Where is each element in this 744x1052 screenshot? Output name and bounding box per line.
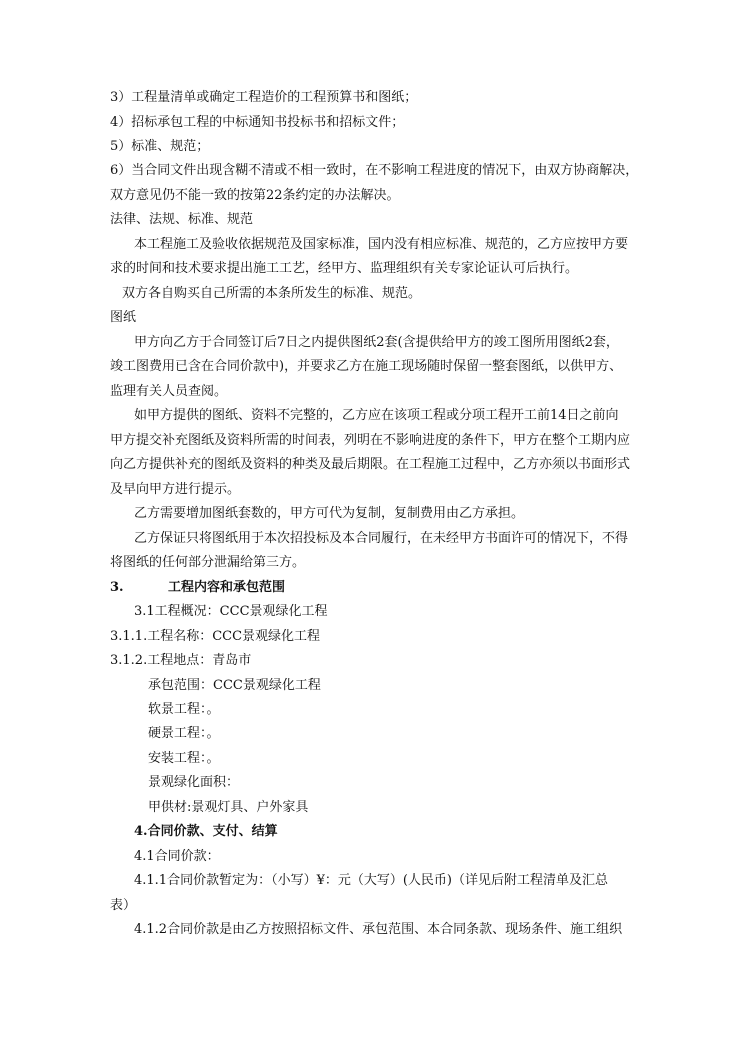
paragraph-line: 乙方需要增加图纸套数的，甲方可代为复制，复制费用由乙方承担。: [134, 506, 525, 521]
paragraph-line: 本工程施工及验收依据规范及国家标准，国内没有相应标准、规范的，乙方应按甲方要: [134, 237, 629, 252]
section-heading-price: 4.合同价款、支付、结算: [134, 824, 278, 839]
section-heading-laws: 法律、法规、标准、规范: [110, 212, 254, 227]
section-heading-drawings: 图纸: [110, 310, 137, 325]
scope-item: 承包范围：CCC景观绿化工程: [148, 678, 321, 693]
paragraph-line: 4.1.1合同价款暂定为：（小写）¥：元（大写）(人民币)（详见后附工程清单及汇总: [134, 873, 608, 888]
paragraph-line: 及早向甲方进行提示。: [110, 482, 241, 497]
scope-item: 硬景工程：。: [148, 726, 220, 741]
paragraph-line: 乙方保证只将图纸用于本次招投标及本合同履行，在未经甲方书面许可的情况下，不得: [134, 531, 629, 546]
subsection-line: 3.1工程概况：CCC景观绿化工程: [134, 604, 328, 619]
scope-item: 甲供材:景观灯具、户外家具: [148, 800, 309, 815]
clause-item-3: 3）工程量清单或确定工程造价的工程预算书和图纸；: [110, 90, 418, 105]
paragraph-line: 求的时间和技术要求提出施工工艺，经甲方、监理组织有关专家论证认可后执行。: [110, 261, 579, 276]
paragraph-line: 竣工图费用已含在合同价款中)，并要求乙方在施工现场随时保留一整套图纸，以供甲方、: [110, 359, 623, 374]
subsection-line: 4.1合同价款：: [134, 849, 220, 864]
subsection-line: 3.1.2.工程地点：青岛市: [110, 653, 252, 668]
paragraph-line: 表）: [110, 898, 137, 913]
paragraph-line: 向乙方提供补充的图纸及资料的种类及最后期限。在工程施工过程中，乙方亦须以书面形式: [110, 457, 631, 472]
scope-item: 安装工程：。: [148, 751, 220, 766]
paragraph-line: 将图纸的任何部分泄漏给第三方。: [110, 555, 306, 570]
paragraph-line: 4.1.2合同价款是由乙方按照招标文件、承包范围、本合同条款、现场条件、施工组织: [134, 922, 623, 937]
clause-item-6: 6）当合同文件出现含糊不清或不相一致时，在不影响工程进度的情况下，由双方协商解决，: [110, 163, 639, 178]
section-number-3: 3.: [110, 580, 124, 595]
clause-item-5: 5）标准、规范；: [110, 139, 210, 154]
paragraph-line: 甲方提交补充图纸及资料所需的时间表，列明在不影响进度的条件下，甲方在整个工期内应: [110, 433, 631, 448]
scope-item: 景观绿化面积：: [148, 775, 240, 790]
paragraph-line: 监理有关人员查阅。: [110, 384, 228, 399]
section-heading-scope: 工程内容和承包范围: [168, 580, 286, 595]
paragraph-line: 双方各自购买自己所需的本条所发生的标准、规范。: [122, 286, 422, 301]
scope-item: 软景工程：。: [148, 702, 220, 717]
paragraph-line: 如甲方提供的图纸、资料不完整的，乙方应在该项工程或分项工程开工前14日之前向: [134, 408, 619, 423]
subsection-line: 3.1.1.工程名称：CCC景观绿化工程: [110, 629, 321, 644]
clause-item-4: 4）招标承包工程的中标通知书投标书和招标文件；: [110, 115, 405, 130]
clause-item-6-cont: 双方意见仍不能一致的按第22条约定的办法解决。: [110, 188, 400, 203]
paragraph-line: 甲方向乙方于合同签订后7日之内提供图纸2套(含提供给甲方的竣工图所用图纸2套，: [134, 335, 619, 350]
